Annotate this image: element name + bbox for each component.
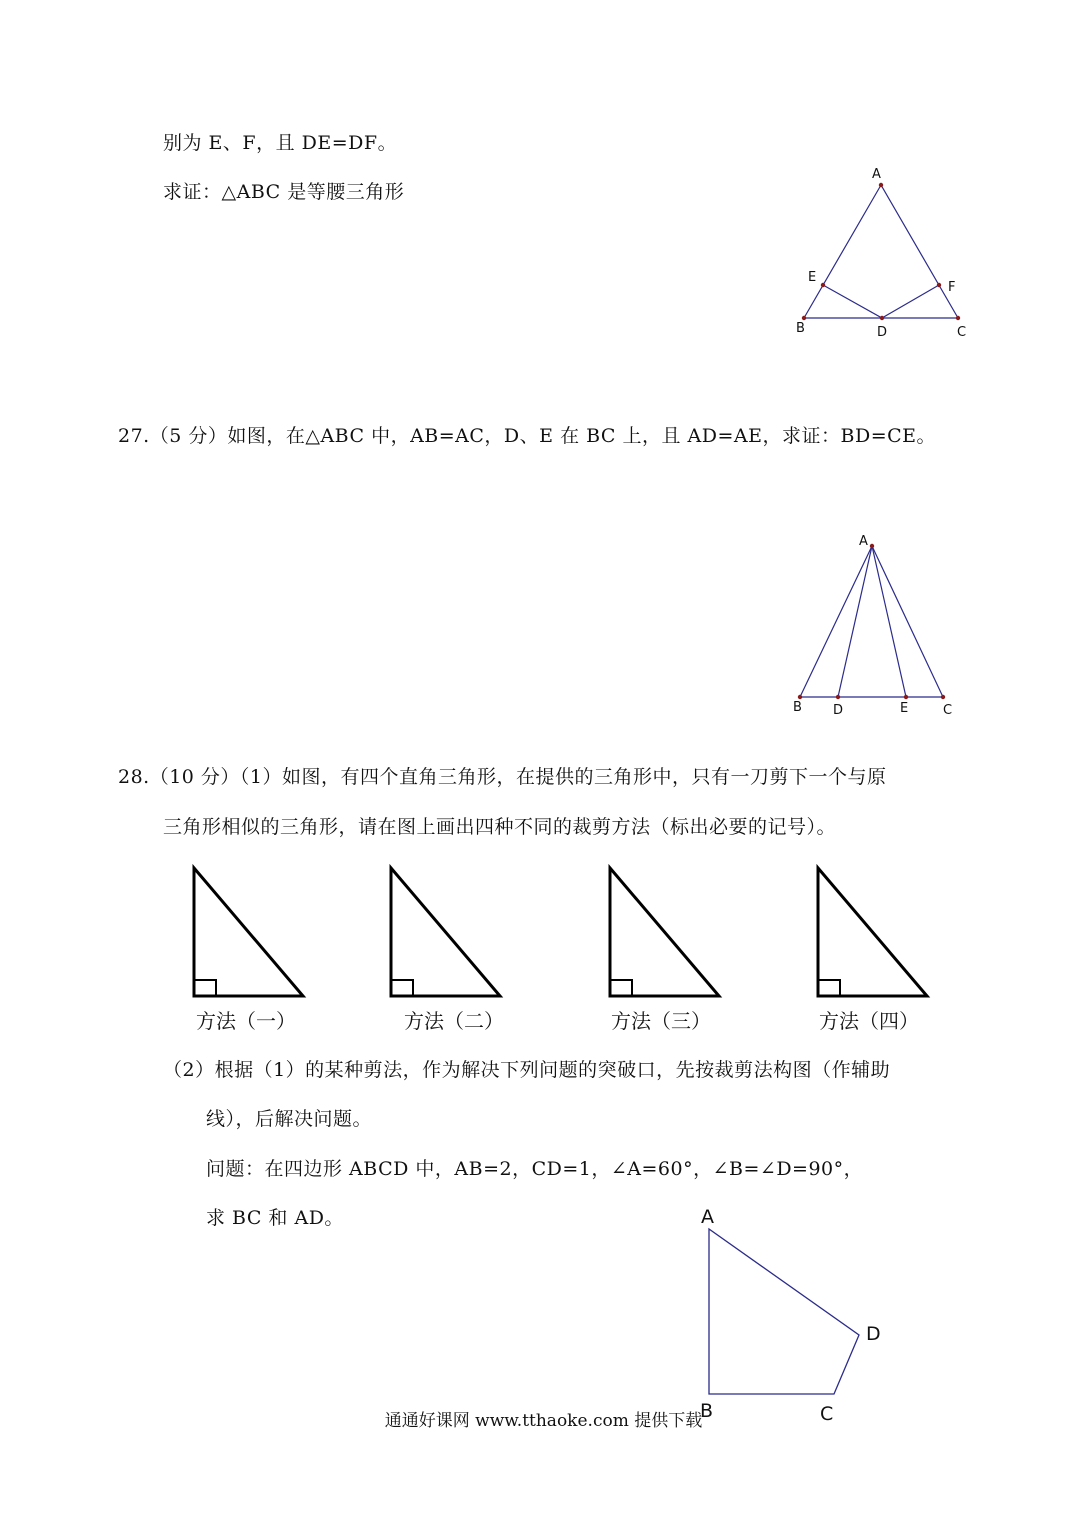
- method-2-triangle: [391, 868, 500, 996]
- q27-segment-ad: [838, 546, 872, 697]
- q26-label-d: D: [877, 325, 888, 340]
- q26-figure: [804, 185, 958, 318]
- q26-label-f: F: [948, 280, 956, 295]
- q27-point-a: [870, 544, 874, 548]
- q28-part2-line2: 线），后解决问题。: [206, 1108, 373, 1130]
- q28-part2-line1: （2）根据（1）的某种剪法，作为解决下列问题的突破口，先按裁剪法构图（作辅助: [163, 1059, 891, 1081]
- method-3-triangle: [610, 868, 719, 996]
- q28-quadrilateral-abcd: [709, 1229, 859, 1394]
- q26-point-a: [879, 183, 883, 187]
- q26-point-e: [821, 283, 825, 287]
- q27-triangle-abc: [800, 546, 943, 697]
- q26-point-d: [880, 316, 884, 320]
- q26-point-b: [802, 316, 806, 320]
- method-1-triangle: [194, 868, 303, 996]
- q27-point-b: [798, 695, 802, 699]
- q28-label-c: C: [820, 1403, 834, 1425]
- method-4-triangle: [818, 868, 927, 996]
- q27-figure: [800, 546, 943, 697]
- q26-segments-ed-df: [823, 285, 939, 318]
- q28-label-d: D: [866, 1323, 881, 1345]
- q27-point-e: [904, 695, 908, 699]
- q26-point-c: [956, 316, 960, 320]
- q28-problem-line2: 求 BC 和 AD。: [206, 1207, 344, 1229]
- q27-label-e: E: [900, 701, 909, 716]
- q26-triangle-abc: [804, 185, 958, 318]
- q27-text: 27.（5 分）如图，在△ABC 中，AB=AC，D、E 在 BC 上，且 AD=AE，求证：BD=CE。: [118, 425, 937, 447]
- q26-label-e: E: [808, 270, 817, 285]
- q27-point-c: [941, 695, 945, 699]
- q26-line1: 别为 E、F，且 DE=DF。: [163, 132, 398, 154]
- method-4-caption: 方法（四）: [819, 1009, 919, 1033]
- q28-label-a: A: [701, 1206, 714, 1228]
- q26-label-a: A: [872, 167, 881, 182]
- q28-label-b: B: [700, 1400, 714, 1422]
- q27-point-d: [836, 695, 840, 699]
- q28-line2: 三角形相似的三角形，请在图上画出四种不同的裁剪方法（标出必要的记号）。: [163, 816, 837, 838]
- q28-line1: 28.（10 分）（1）如图，有四个直角三角形，在提供的三角形中，只有一刀剪下一个与原: [118, 766, 887, 788]
- method-3-caption: 方法（三）: [611, 1009, 711, 1033]
- q26-point-f: [937, 283, 941, 287]
- method-2-caption: 方法（二）: [404, 1009, 504, 1033]
- q27-segment-ae: [872, 546, 906, 697]
- q27-label-c: C: [943, 703, 953, 718]
- q27-points: [798, 544, 945, 699]
- method-1-caption: 方法（一）: [196, 1009, 296, 1033]
- q28-problem-line1: 问题：在四边形 ABCD 中，AB=2，CD=1，∠A=60°，∠B=∠D=90°，: [206, 1158, 864, 1180]
- q26-label-b: B: [796, 321, 805, 336]
- q27-label-d: D: [833, 703, 844, 718]
- q26-label-c: C: [957, 325, 967, 340]
- q27-label-a: A: [859, 534, 868, 549]
- q26-points: [802, 183, 960, 320]
- page-footer: 通通好课网 www.tthaoke.com 提供下载: [384, 1411, 703, 1431]
- q26-line2: 求证：△ABC 是等腰三角形: [163, 181, 405, 203]
- q27-label-b: B: [793, 700, 802, 715]
